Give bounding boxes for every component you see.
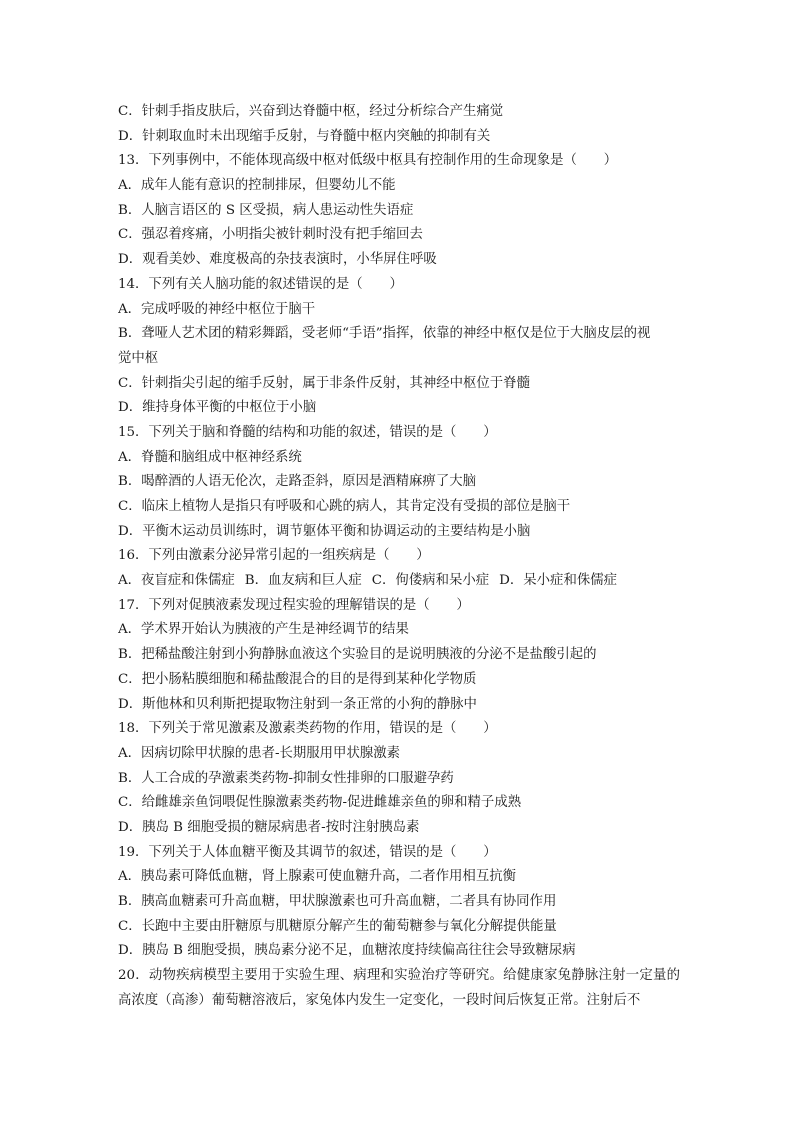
option-line: C．把小肠粘膜细胞和稀盐酸混合的目的是得到某种化学物质 [118,671,477,687]
option-line: A．学术界开始认为胰液的产生是神经调节的结果 [118,622,409,638]
option-line: A．胰岛素可降低血糖，肾上腺素可使血糖升高，二者作用相互抗衡 [118,869,516,885]
question-18: 18．下列关于常见激素及激素类药物的作用，错误的是（ ） [118,721,497,737]
question-16: 16．下列由激素分泌异常引起的一组疾病是（ ） [118,548,430,564]
option-line: D．斯他林和贝利斯把提取物注射到一条正常的小狗的静脉中 [118,696,477,712]
option-line: D．胰岛 B 细胞受损的糖尿病患者-按时注射胰岛素 [118,819,420,835]
option-line: B．把稀盐酸注射到小狗静脉血液这个实验目的是说明胰液的分泌不是盐酸引起的 [118,647,597,663]
option-line: D．平衡木运动员训练时，调节躯体平衡和协调运动的主要结构是小脑 [118,523,531,539]
question-17: 17．下列对促胰液素发现过程实验的理解错误的是（ ） [118,597,470,613]
option-line: B．喝醉酒的人语无伦次，走路歪斜，原因是酒精麻痹了大脑 [118,474,476,490]
option-line: C．强忍着疼痛，小明指尖被针刺时没有把手缩回去 [118,227,423,243]
option-line-continued: 觉中枢 [118,350,159,366]
option-line: D．观看美妙、难度极高的杂技表演时，小华屏住呼吸 [118,252,437,268]
option-line: B．胰高血糖素可升高血糖，甲状腺激素也可升高血糖，二者具有协同作用 [118,894,557,909]
text-line: D．针刺取血时未出现缩手反射，与脊髓中枢内突触的抑制有关 [118,128,491,144]
option-line: C．给雌雄亲鱼饲喂促性腺激素类药物-促进雌雄亲鱼的卵和精子成熟 [118,795,522,811]
option-line: A．因病切除甲状腺的患者-长期服用甲状腺激素 [118,745,401,761]
question-14: 14．下列有关人脑功能的叙述错误的是（ ） [118,276,403,292]
option-line: D．维持身体平衡的中枢位于小脑 [118,400,317,416]
option-line: C．长跑中主要由肝糖原与肌糖原分解产生的葡萄糖参与氧化分解提供能量 [118,918,557,934]
exam-page [118,100,680,1013]
question-19: 19．下列关于人体血糖平衡及其调节的叙述，错误的是（ ） [118,844,497,860]
option-line: C．针刺指尖引起的缩手反射，属于非条件反射，其神经中枢位于脊髓 [118,375,530,391]
option-line: A．成年人能有意识的控制排尿，但婴幼儿不能 [118,178,396,194]
option-line: C．临床上植物人是指只有呼吸和心跳的病人，其肯定没有受损的部位是脑干 [118,499,571,514]
option-line: A．完成呼吸的神经中枢位于脑干 [118,301,316,317]
option-a: A．夜盲症和侏儒症 [118,573,235,589]
question-20: 20．动物疾病模型主要用于实验生理、病理和实验治疗等研究。给健康家兔静脉注射一定量的高浓度（高渗）葡萄糖溶液后，家兔体内发生一定变化，一段时间后恢复正常。注射后不 [118,968,680,1008]
question-16-options [118,569,680,594]
question-15: 15．下列关于脑和脊髓的结构和功能的叙述，错误的是（ ） [118,424,497,440]
option-d: D．呆小症和侏儒症 [499,573,618,589]
text-line: C．针刺手指皮肤后，兴奋到达脊髓中枢，经过分析综合产生痛觉 [118,104,504,119]
option-line: D．胰岛 B 细胞受损，胰岛素分泌不足，血糖浓度持续偏高往往会导致糖尿病 [118,943,576,959]
option-line: B．聋哑人艺术团的精彩舞蹈，受老师“手语”指挥，依靠的神经中枢仅是位于大脑皮层的视 [118,326,651,342]
question-13: 13．下列事例中，不能体现高级中枢对低级中枢具有控制作用的生命现象是（ ） [118,153,618,169]
option-line: A．脊髓和脑组成中枢神经系统 [118,449,302,465]
option-b: B．血友病和巨人症 [244,573,362,589]
option-c: C．佝偻病和呆小症 [371,573,490,589]
option-line: B．人工合成的孕激素类药物-抑制女性排卵的口服避孕药 [118,770,454,786]
option-line: B．人脑言语区的 S 区受损，病人患运动性失语症 [118,202,414,218]
